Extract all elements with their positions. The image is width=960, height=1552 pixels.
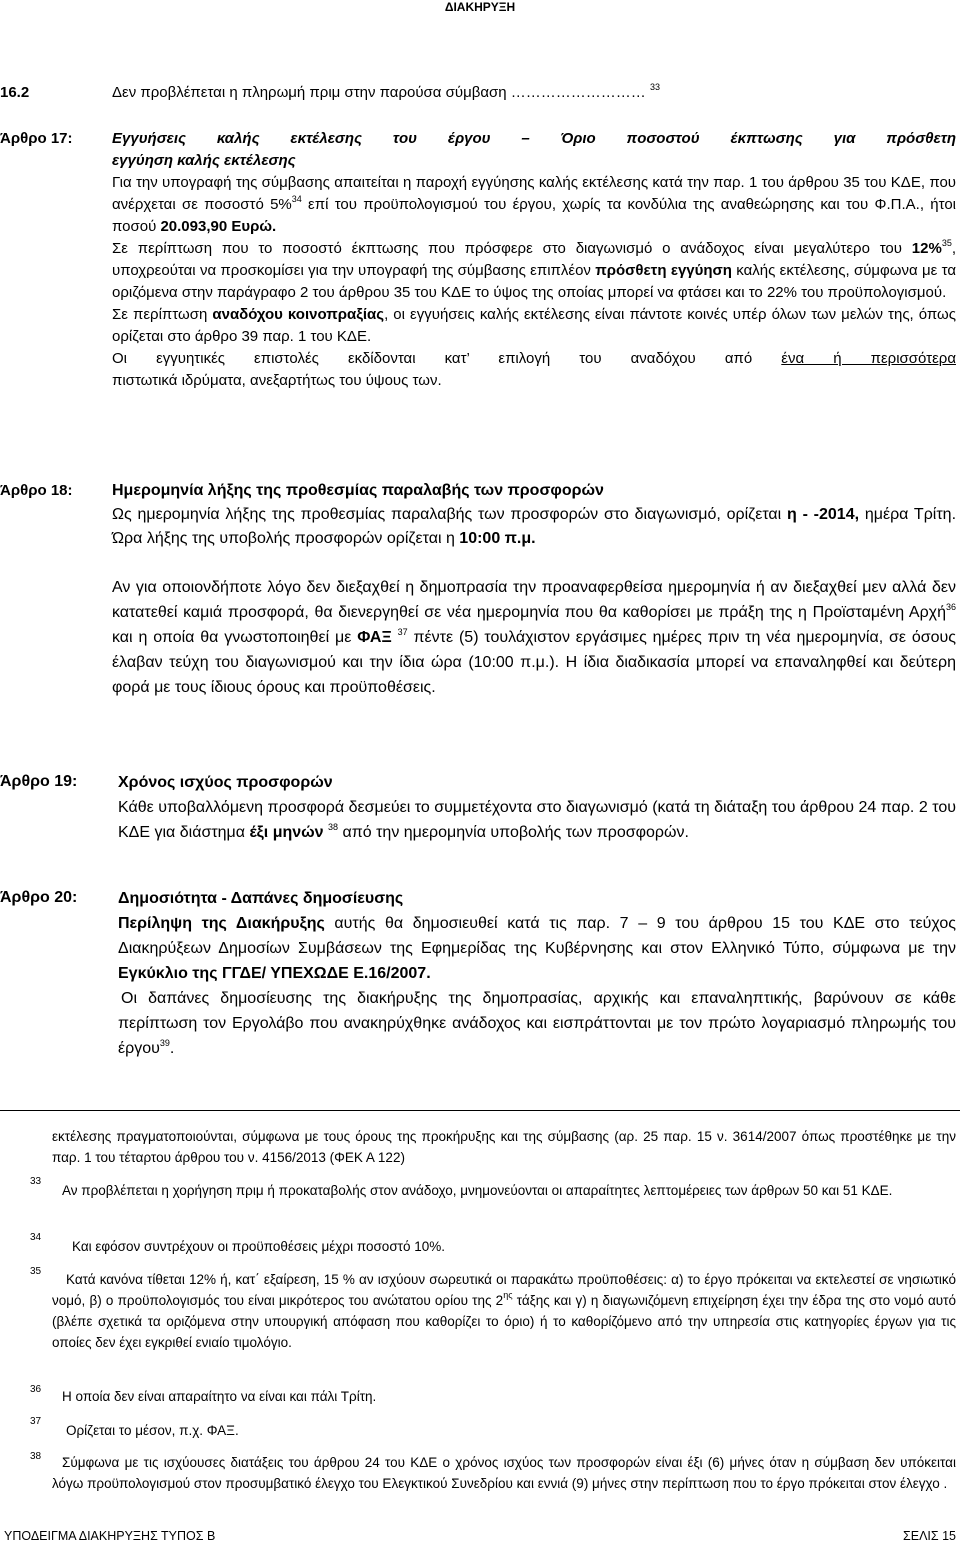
- footnote-text: τάξης και γ) η διαγωνιζόμενη επιχείρηση έχει την έδρα της στο νομό αυτό (βλέπε σχετικά τα οριζόμενα στην υπουργική απόφαση που καθορίζει το όριο) ή το καθορίζόμενο από την υπηρεσία στις κατηγορίες έργων για τις οποίες δεν έχει εγκριθεί ενιαίο τιμολόγιο.: [52, 1293, 956, 1350]
- footnote-number: 35: [30, 1266, 42, 1277]
- article-title: Δημοσιότητα - Δαπάνες δημοσίευσης: [118, 890, 404, 907]
- paragraph-text: αυτής θα δημοσιευθεί κατά τις παρ. 7 – 9 του άρθρου 15 του ΚΔΕ στο τεύχος Διακηρύξεων Δημοσίων Συμβάσεων της Εφημερίδας της Κυβέρνησης και στον Ελληνικό Τύπο, σύμφωνα με την: [118, 915, 956, 957]
- paragraph: [112, 348, 956, 370]
- paragraph-text: καλής εκτέλεσης, σύμφωνα με τα οριζόμενα στην παράγραφο 2 του άρθρου 35 του ΚΔΕ το ύψος της οποίας μπορεί να φτάσει και το 22% του προϋπολογισμού.: [112, 262, 956, 301]
- article-label: Άρθρο 19:: [0, 773, 78, 790]
- footer-page-number: ΣΕΛΙΣ 15: [903, 1529, 956, 1543]
- article-body: [112, 479, 956, 700]
- footnote-ref-36: 36: [945, 602, 956, 612]
- paragraph-text: Σε περίπτωση: [112, 306, 213, 323]
- article-label: Άρθρο 17:: [0, 130, 73, 147]
- footnote-continuation: εκτέλεσης πραγματοποιούνται, σύμφωνα με τους όρους της προκήρυξης και της σύμβασης (αρ. 25 παρ. 15 ν. 3614/2007 όπως προστέθηκε με την παρ. 1 του τέταρτου άρθρου του ν. 4156/2013 (ΦΕΚ Α 122): [52, 1129, 956, 1165]
- footnote-37: Ορίζεται το μέσον, π.χ. ΦΑΞ.: [66, 1423, 239, 1438]
- footnote-ref-34: 34: [291, 194, 302, 204]
- article-title-line-2: εγγύηση καλής εκτέλεσης: [112, 152, 296, 169]
- section-number: 16.2: [0, 84, 30, 101]
- footnote-number: 36: [30, 1384, 42, 1395]
- paragraph: [112, 575, 956, 700]
- amount: 20.093,90 Ευρώ.: [160, 218, 277, 235]
- paragraph-text: επί του προϋπολογισμού του έργου, χωρίς τα κονδύλια της αναθεώρησης και του Φ.Π.Α., ήτοι ποσού: [112, 196, 956, 235]
- paragraph-text: Οι δαπάνες δημοσίευσης της διακήρυξης της δημοπρασίας, αρχικής και επαναληπτικής, βαρύνουν σε κάθε περίπτωση τον Εργολάβο που ανακηρύχθηκε ανάδοχος και εισπράττονται με τον πρώτο λογαριασμό πληρωμής του έργου: [118, 990, 956, 1057]
- paragraph: [112, 304, 956, 348]
- summary-label: Περίληψη της Διακήρυξης: [118, 915, 325, 932]
- paragraph: [112, 172, 956, 238]
- paragraph: [118, 986, 956, 1061]
- footnote-ref-37: 37: [397, 627, 408, 637]
- paragraph-text: ημέρα Τρίτη. Ώρα λήξης της υποβολής προσφορών ορίζεται η: [112, 506, 957, 547]
- extra-guarantee: πρόσθετη εγγύηση: [595, 262, 732, 279]
- paragraph-text: Αν για οποιονδήποτε λόγο δεν διεξαχθεί η δημοπρασία την προαναφερθείσα ημερομηνία ή αν διεξαχθεί μεν αλλά δεν κατατεθεί καμιά προσφορά, θα διενεργηθεί σε νέα ημερομηνία που θα καθορίσει με πράξη της η Προϊσταμένη Αρχή: [112, 579, 956, 621]
- paragraph-text: Οι εγγυητικές επιστολές εκδίδονται κατ’ επιλογή του αναδόχου από: [112, 350, 782, 367]
- footnote-ref-35: 35: [941, 238, 952, 248]
- paragraph-text: Για την υπογραφή της σύμβασης απαιτείται η παροχή εγγύησης καλής εκτέλεσης κατά την παρ. 1 του άρθρου 35 του ΚΔΕ, που ανέρχεται σε ποσοστό 5%: [112, 174, 956, 213]
- paragraph-text: , υποχρεούται να προσκομίσει για την υπογραφή της σύμβασης επιπλέον: [112, 240, 956, 279]
- footnote-33: Αν προβλέπεται η χορήγηση πριμ ή προκαταβολής στον ανάδοχο, μνημονεύονται οι απαραίτητες λεπτομέρειες των άρθρων 50 και 51 ΚΔΕ.: [62, 1183, 893, 1198]
- footnote-text: Κατά κανόνα τίθεται 12% ή, κατ΄ εξαίρεση, 15 % αν ισχύουν σωρευτικά οι παρακάτω προϋποθέσεις: α) το έργο πρόκειται να εκτελεστεί σε νησιωτικό νομό, β) ο προϋπολογισμός του είναι μικρότερος του ανώτατου ορίου της 2: [52, 1272, 956, 1308]
- footnote-superscript: ης: [503, 1290, 513, 1300]
- paragraph: [112, 503, 956, 551]
- page-header: ΔΙΑΚΗΡΥΞΗ: [444, 0, 516, 14]
- article-label: Άρθρο 20:: [0, 889, 78, 906]
- paragraph-text: Κάθε υποβαλλόμενη προσφορά δεσμεύει το συμμετέχοντα στο διαγωνισμό (κατά τη διάταξη του άρθρου 24 παρ. 2 του ΚΔΕ για διάστημα: [118, 799, 956, 841]
- circular-reference: Εγκύκλιο της ΓΓΔΕ/ ΥΠΕΧΩΔΕ Ε.16/2007.: [118, 965, 431, 982]
- footnote-34: Και εφόσον συντρέχουν οι προϋποθέσεις μέχρι ποσοστό 10%.: [72, 1239, 446, 1254]
- fax: ΦΑΞ: [357, 629, 392, 646]
- article-body: [112, 128, 956, 392]
- article-title: Χρόνος ισχύος προσφορών: [118, 774, 333, 791]
- footnote-number: 38: [30, 1451, 42, 1462]
- article-title-line-1: Εγγυήσεις καλής εκτέλεσης του έργου – Όριο ποσοστού έκπτωσης για πρόσθετη: [112, 130, 956, 147]
- footnote-separator: [0, 1110, 960, 1111]
- footer-left: ΥΠΟΔΕΙΓΜΑ ΔΙΑΚΗΡΥΞΗΣ ΤΥΠΟΣ Β: [4, 1529, 216, 1543]
- joint-venture: αναδόχου κοινοπραξίας: [212, 306, 385, 323]
- footnote-36: Η οποία δεν είναι απαραίτητο να είναι και πάλι Τρίτη.: [62, 1389, 377, 1404]
- footnote-text: Σύμφωνα με τις ισχύουσες διατάξεις του άρθρου 24 του ΚΔΕ ο χρόνος ισχύος των προσφορών είναι έξι (6) μήνες όταν η σύμβαση δεν υπόκειται λόγω προϋπολογισμού στον προσυμβατικό έλεγχο του Ελεγκτικού Συνεδρίου και εννιά (9) μήνες στην περίπτωση που το έργο πρόκειται στον έλεγχο .: [52, 1455, 956, 1491]
- paragraph-text: , οι εγγυήσεις καλής εκτέλεσης είναι πάντοτε κοινές υπέρ όλων των μελών της, όπως ορίζεται στο άρθρο 39 παρ. 1 του ΚΔΕ.: [112, 306, 956, 345]
- paragraph: [112, 238, 956, 304]
- footnote-number: 34: [30, 1232, 42, 1243]
- article-label: Άρθρο 18:: [0, 482, 73, 499]
- article-title: Ημερομηνία λήξης της προθεσμίας παραλαβής των προσφορών: [112, 482, 604, 499]
- article-body: [118, 886, 956, 1061]
- footnote-ref-33: 33: [649, 82, 660, 92]
- percentage: 12%: [911, 240, 942, 257]
- paragraph-text: πέντε (5) τουλάχιστον εργάσιμες ημέρες πριν τη νέα ημερομηνία, σε όσους έλαβαν τεύχη του διαγωνισμού και την ίδια ώρα (10:00 π.μ.). Η ίδια διαδικασία μπορεί να επαναληφθεί και δεύτερη φορά με τους ίδιους όρους και προϋποθέσεις.: [112, 629, 957, 696]
- footnote-number: 37: [30, 1416, 42, 1427]
- underlined-text: ένα ή περισσότερα: [781, 350, 956, 367]
- section-text: [112, 82, 956, 104]
- paragraph-text: από την ημερομηνία υποβολής των προσφορών.: [338, 824, 689, 841]
- deadline-date: η - -2014,: [787, 506, 860, 523]
- paragraph-text: Ως ημερομηνία λήξης της προθεσμίας παραλαβής των προσφορών στο διαγωνισμό, ορίζεται: [112, 506, 788, 523]
- footnote-ref-39: 39: [159, 1038, 170, 1048]
- paragraph-text: Σε περίπτωση που το ποσοστό έκπτωσης που πρόσφερε στο διαγωνισμό ο ανάδοχος είναι μεγαλύτερο του: [112, 240, 912, 257]
- article-body: [118, 770, 956, 845]
- paragraph-text: και η οποία θα γνωστοποιηθεί με: [112, 629, 358, 646]
- footnote-number: 33: [30, 1176, 42, 1187]
- paragraph: [118, 911, 956, 986]
- footnote-ref-38: 38: [328, 822, 339, 832]
- paragraph-text: πιστωτικά ιδρύματα, ανεξαρτήτως του ύψους των.: [112, 372, 442, 389]
- footnote-35: [52, 1269, 956, 1353]
- deadline-time: 10:00 π.μ.: [459, 530, 536, 547]
- section-text-body: Δεν προβλέπεται η πληρωμή πριμ στην παρούσα σύμβαση ………………………: [112, 84, 646, 101]
- validity-period: έξι μηνών: [249, 824, 324, 841]
- footnote-38: [52, 1452, 956, 1494]
- paragraph-end: .: [169, 1040, 175, 1057]
- paragraph: [118, 795, 956, 845]
